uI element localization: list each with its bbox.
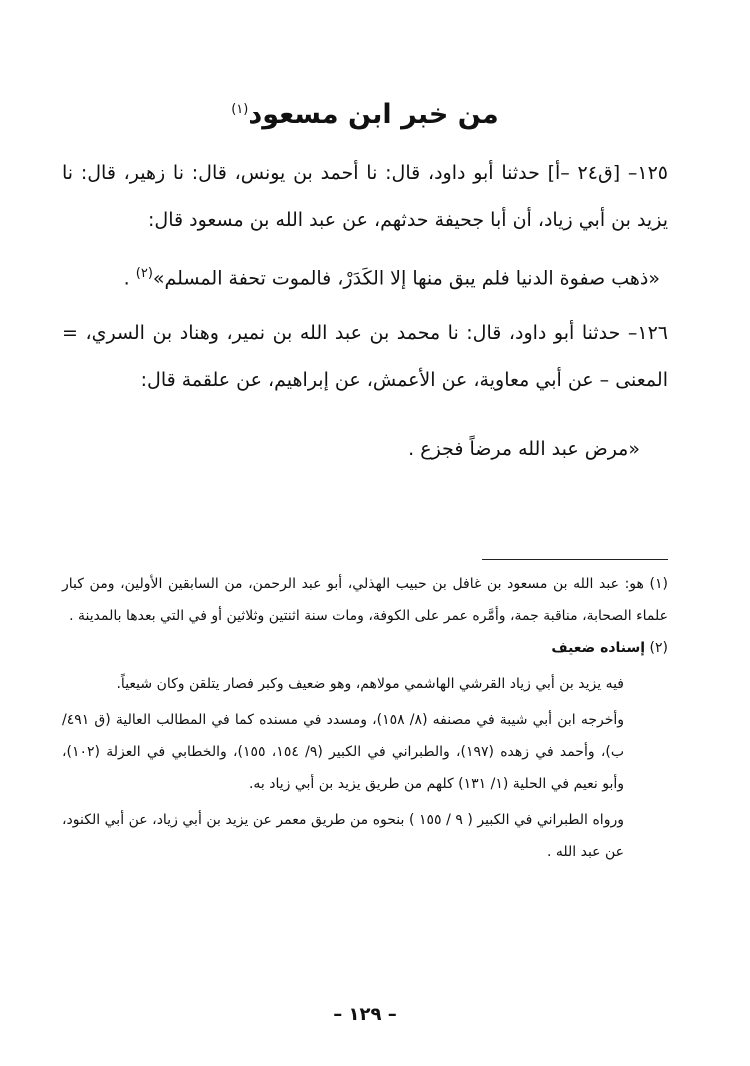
footnotes xyxy=(62,568,668,868)
chapter-title xyxy=(62,90,668,135)
main-text xyxy=(62,150,668,473)
page-number: – ١٢٩ – xyxy=(333,1004,397,1025)
chapter-title-text: من خبر ابن مسعود xyxy=(248,99,499,130)
narration-125: ١٢٥– [ق٢٤ –أ] حدثنا أبو داود، قال: نا أحمد بن يونس، قال: نا زهير، قال: نا يزيد بن أبي زياد، أن أبا جحيفة حدثهم، عن عبد الله بن مسعود قال: xyxy=(62,162,668,231)
footnote-2-heading xyxy=(62,632,668,664)
quote-125 xyxy=(62,250,668,302)
footnote-1-text: هو: عبد الله بن مسعود بن غافل بن حبيب الهذلي، أبو عبد الرحمن، من السابقين الأولين، ومن كبار علماء الصحابة، مناقبة جمة، وأمَّره عمر على الكوفة، ومات سنة اثنتين وثلاثين أو في التي بعدها بالمدينة . xyxy=(62,576,668,624)
quote-125-text: «ذهب صفوة الدنيا فلم يبق منها إلا الكَدَرْ، فالموت تحفة المسلم» xyxy=(152,267,660,290)
quote-126: «مرض عبد الله مرضاً فجزع . xyxy=(408,438,640,461)
footnote-1 xyxy=(62,568,668,632)
footnote-2-title: إسناده ضعيف xyxy=(551,640,646,656)
quote-125-footnote-ref: (٢) xyxy=(135,266,153,281)
footnote-2-label: (٢) xyxy=(649,640,668,656)
footnote-2-para-1: فيه يزيد بن أبي زياد القرشي الهاشمي مولاهم، وهو ضعيف وكبر فصار يتلقن وكان شيعياً. xyxy=(116,676,624,692)
footnote-2-para-3: ورواه الطبراني في الكبير ( ٩ / ١٥٥ ) بنحوه من طريق معمر عن يزيد بن أبي زياد، عن أبي الكنود، عن عبد الله . xyxy=(62,812,624,860)
quote-125-end: . xyxy=(123,267,136,290)
footnote-2-para-2: وأخرجه ابن أبي شيبة في مصنفه (٨/ ١٥٨)، ومسدد في مسنده كما في المطالب العالية (ق ٤٩١/ ب)، وأحمد في زهده (١٩٧)، والطبراني في الكبير (٩/ ١٥٤، ١٥٥)، والخطابي في العزلة (١٠٢)، وأبو نعيم في الحلية (١/ ١٣١) كلهم من طريق يزيد بن أبي زياد به. xyxy=(62,712,625,792)
book-page xyxy=(62,0,668,1066)
footnote-divider xyxy=(482,559,668,560)
footnote-1-label: (١) xyxy=(649,576,669,592)
title-footnote-ref: (١) xyxy=(231,102,249,117)
narration-126: ١٢٦– حدثنا أبو داود، قال: نا محمد بن عبد الله بن نمير، وهناد بن السري، = المعنى – عن أبي معاوية، عن الأعمش، عن إبراهيم، عن علقمة قال: xyxy=(62,322,668,392)
